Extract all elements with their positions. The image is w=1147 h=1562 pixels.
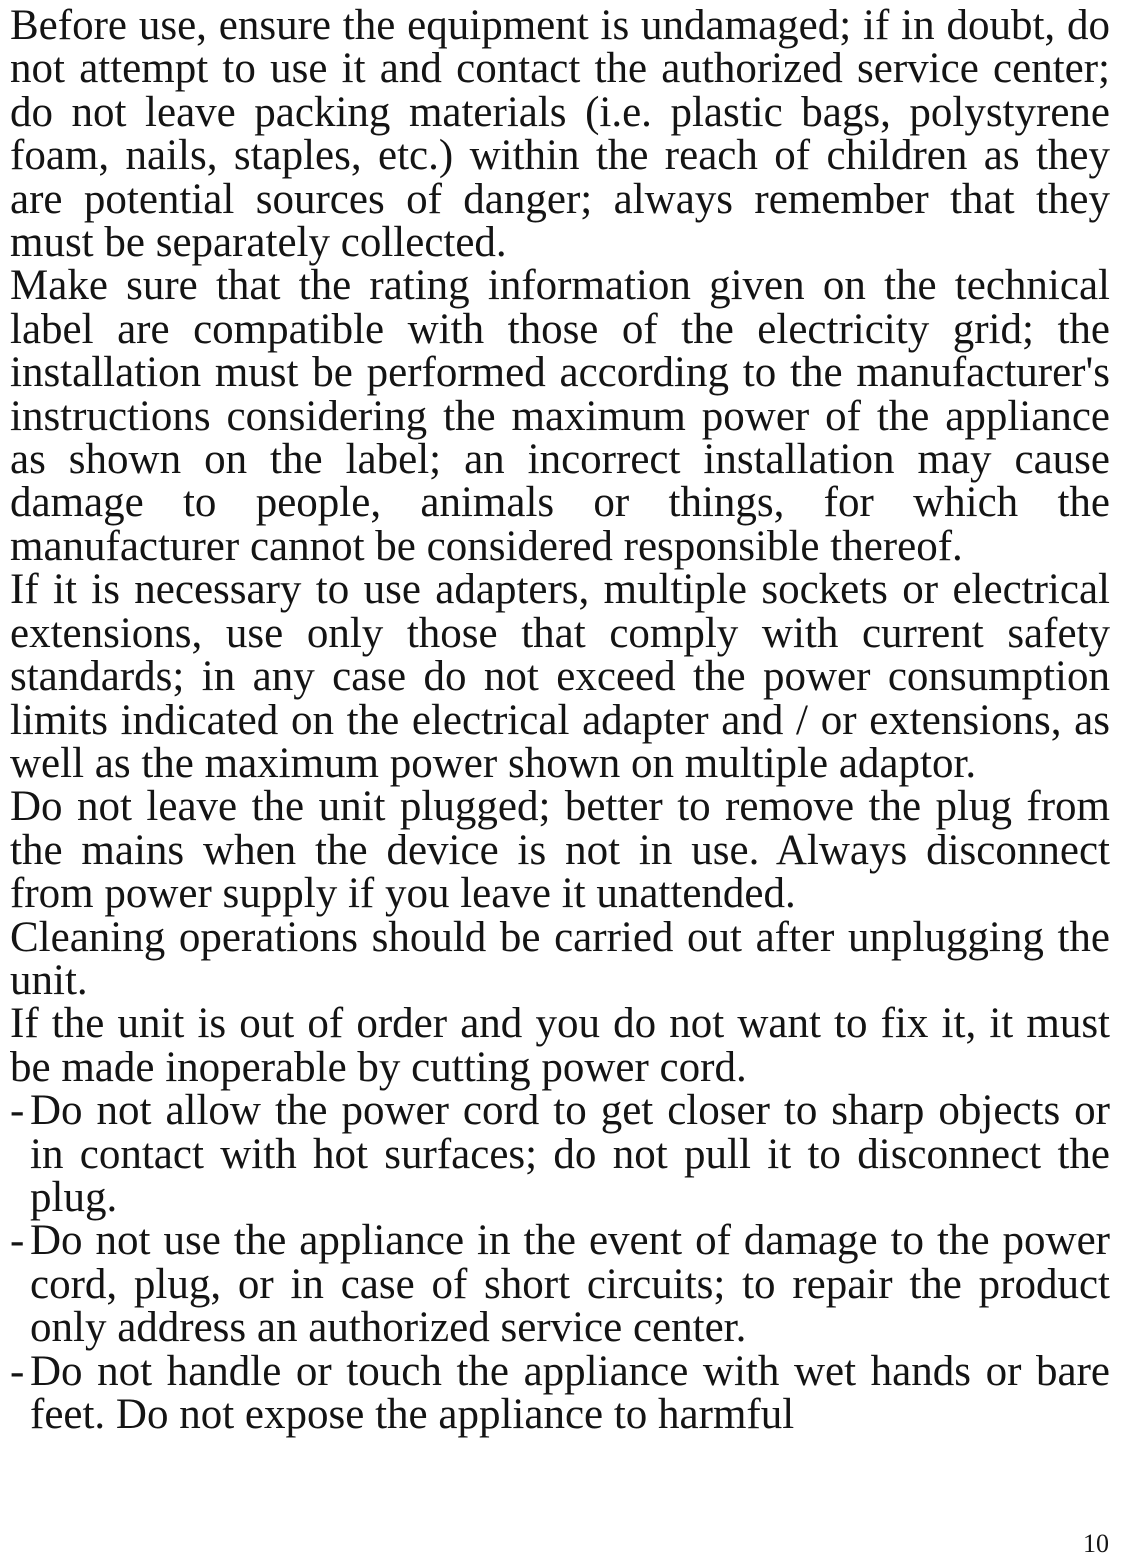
paragraph-adapters: If it is necessary to use adapters, multiple sockets or electrical extensions, use only those that comply with current safety standards; in any case do not exceed the power consumption limits indicated on the electrical adapter and / or extensions, as well as the maximum power shown on multiple adaptor. xyxy=(10,566,1110,787)
paragraph-packaging-check: Before use, ensure the equipment is undamaged; if in doubt, do not attempt to use it and contact the authorized service center; do not leave packing materials (i.e. plastic bags, polystyrene foam, nails, staples, etc.) within the reach of children as they are potential sources of danger; always remember that they must be separately collected. xyxy=(10,2,1110,267)
bullet-item-wet-hands xyxy=(10,1347,1110,1438)
bullet-item-power-cord xyxy=(10,1089,1110,1219)
bullet-dash: - xyxy=(10,1087,25,1135)
bullet-dash: - xyxy=(10,1347,25,1395)
paragraph-unplug: Do not leave the unit plugged; better to remove the plug from the mains when the device is not in use. Always disconnect from power supply if you leave it unattended. xyxy=(10,783,1110,918)
page-number: 10 xyxy=(1083,1529,1109,1558)
bullet-text: Do not use the appliance in the event of damage to the power cord, plug, or in case of short circuits; to repair the product only address an authorized service center. xyxy=(30,1217,1110,1352)
bullet-dash: - xyxy=(10,1217,25,1265)
bullet-text: Do not allow the power cord to get closer to sharp objects or in contact with hot surfaces; do not pull it to disconnect the plug. xyxy=(30,1087,1110,1221)
bullet-text: Do not handle or touch the appliance with wet hands or bare feet. Do not expose the appliance to harmful xyxy=(30,1347,1110,1438)
bullet-item-damage xyxy=(10,1217,1110,1352)
body-text xyxy=(10,4,1110,1436)
paragraph-cleaning: Cleaning operations should be carried out after unplugging the unit. xyxy=(10,913,1110,1004)
paragraph-out-of-order: If the unit is out of order and you do not want to fix it, it must be made inoperable by cutting power cord. xyxy=(10,1000,1110,1091)
paragraph-rating-installation: Make sure that the rating information given on the technical label are compatible with those of the electricity grid; the installation must be performed according to the manufacturer's instructions considering the maximum power of the appliance as shown on the label; an incorrect installation may cause damage to people, animals or things, for which the manufacturer cannot be considered responsible thereof. xyxy=(10,262,1110,570)
